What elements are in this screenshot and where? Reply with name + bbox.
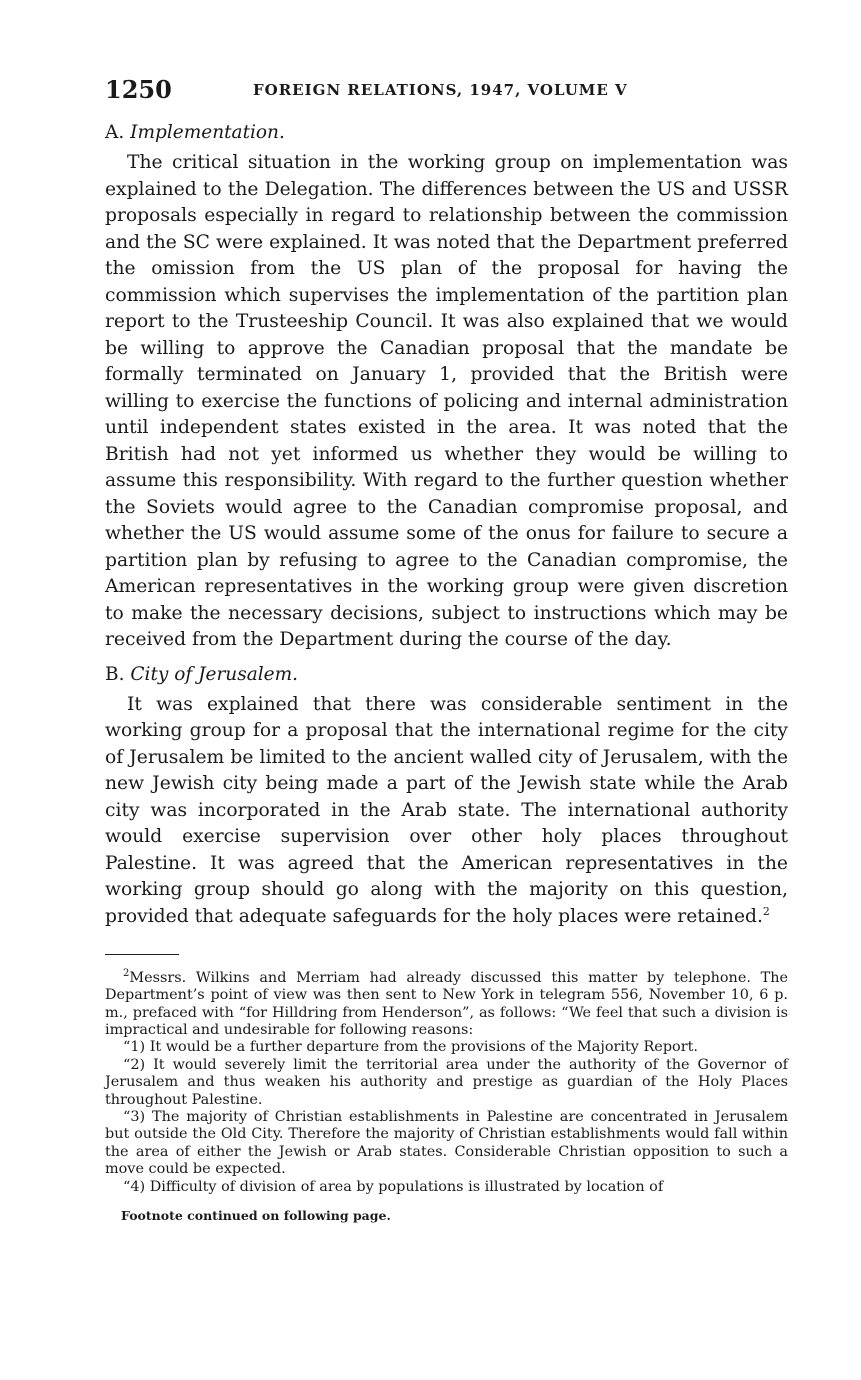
section-b-title: City of Jerusalem. [130,663,299,685]
footnote-continued-note: Footnote continued on following page. [121,1208,391,1224]
page-header [105,72,788,112]
section-a-paragraph: The critical situation in the working group on implementation was explained to the Delegation. The differences between the US and USSR proposals especially in regard to relationship between the commission and the SC were explained. It was noted that the Department preferred the omission from the US plan of the proposal for having the commission which supervises the implementation of the partition plan report to the Trusteeship Council. It was also explained that we would be willing to approve the Canadian proposal that the mandate be formally terminated on January 1, provided that the British were willing to exercise the functions of policing and internal administration until independent states existed in the area. It was noted that the British had not yet informed us whether they would be willing to assume this responsibility. With regard to the further question whether the Soviets would agree to the Canadian compromise proposal, and whether the US would assume some of the onus for failure to secure a partition plan by refusing to agree to the Canadian compromise, the American representatives in the working group were given discretion to make the necessary decisions, subject to instructions which may be received from the Department during the course of the day. [105,152,788,650]
footnote-item: “1) It would be a further departure from the provisions of the Majority Report. [123,1039,698,1056]
section-b-text: It was explained that there was considerable sentiment in the working group for a proposal that the international regime for the city of Jerusalem be limited to the ancient walled city of Jerusalem, with the new Jewish city being made a part of the Jewish state while the Arab city was incorporated in the Arab state. The international authority would exercise supervision over other holy places throughout Palestine. It was agreed that the American representatives in the working group should go along with the majority on this question, provided that adequate safeguards for the holy places were retained. [105,693,788,927]
page-number: 1250 [105,75,172,104]
footnote-reference[interactable]: 2 [762,904,770,918]
section-b-heading [105,662,788,688]
footnote-item: “3) The majority of Christian establishments in Palestine are concentrated in Jerusalem but outside the Old City. Therefore the majority of Christian establishments would fall within the area of either the Jewish or Arab states. Considerable Christian opposition to such a move could be expected. [105,1109,788,1178]
footnote-intro-text: Messrs. Wilkins and Merriam had already discussed this matter by telephone. The Department’s point of view was then sent to New York in telegram 556, November 10, 6 p. m., prefaced with “for Hilldring from Henderson”, as follows: “We feel that such a division is impractical and undesirable for following reasons: [105,969,788,1039]
section-a-label: A. [105,122,125,143]
section-b-label: B. [105,663,125,685]
footnote-divider [105,954,179,955]
footnote-marker: 2 [123,968,130,979]
footnote [105,965,788,1196]
running-head: FOREIGN RELATIONS, 1947, VOLUME V [253,81,628,99]
document-page [105,72,788,1223]
section-a-title: Implementation. [130,122,285,143]
section-a-heading [105,120,788,146]
footnote-item: “2) It would severely limit the territorial area under the authority of the Governor of Jerusalem and thus weaken his authority and prestige as guardian of the Holy Places throughout Palestine. [105,1056,788,1108]
footnote-intro [105,965,788,1039]
section-b-paragraph [105,692,788,931]
footnote-item: “4) Difficulty of division of area by populations is illustrated by location of [123,1178,664,1195]
